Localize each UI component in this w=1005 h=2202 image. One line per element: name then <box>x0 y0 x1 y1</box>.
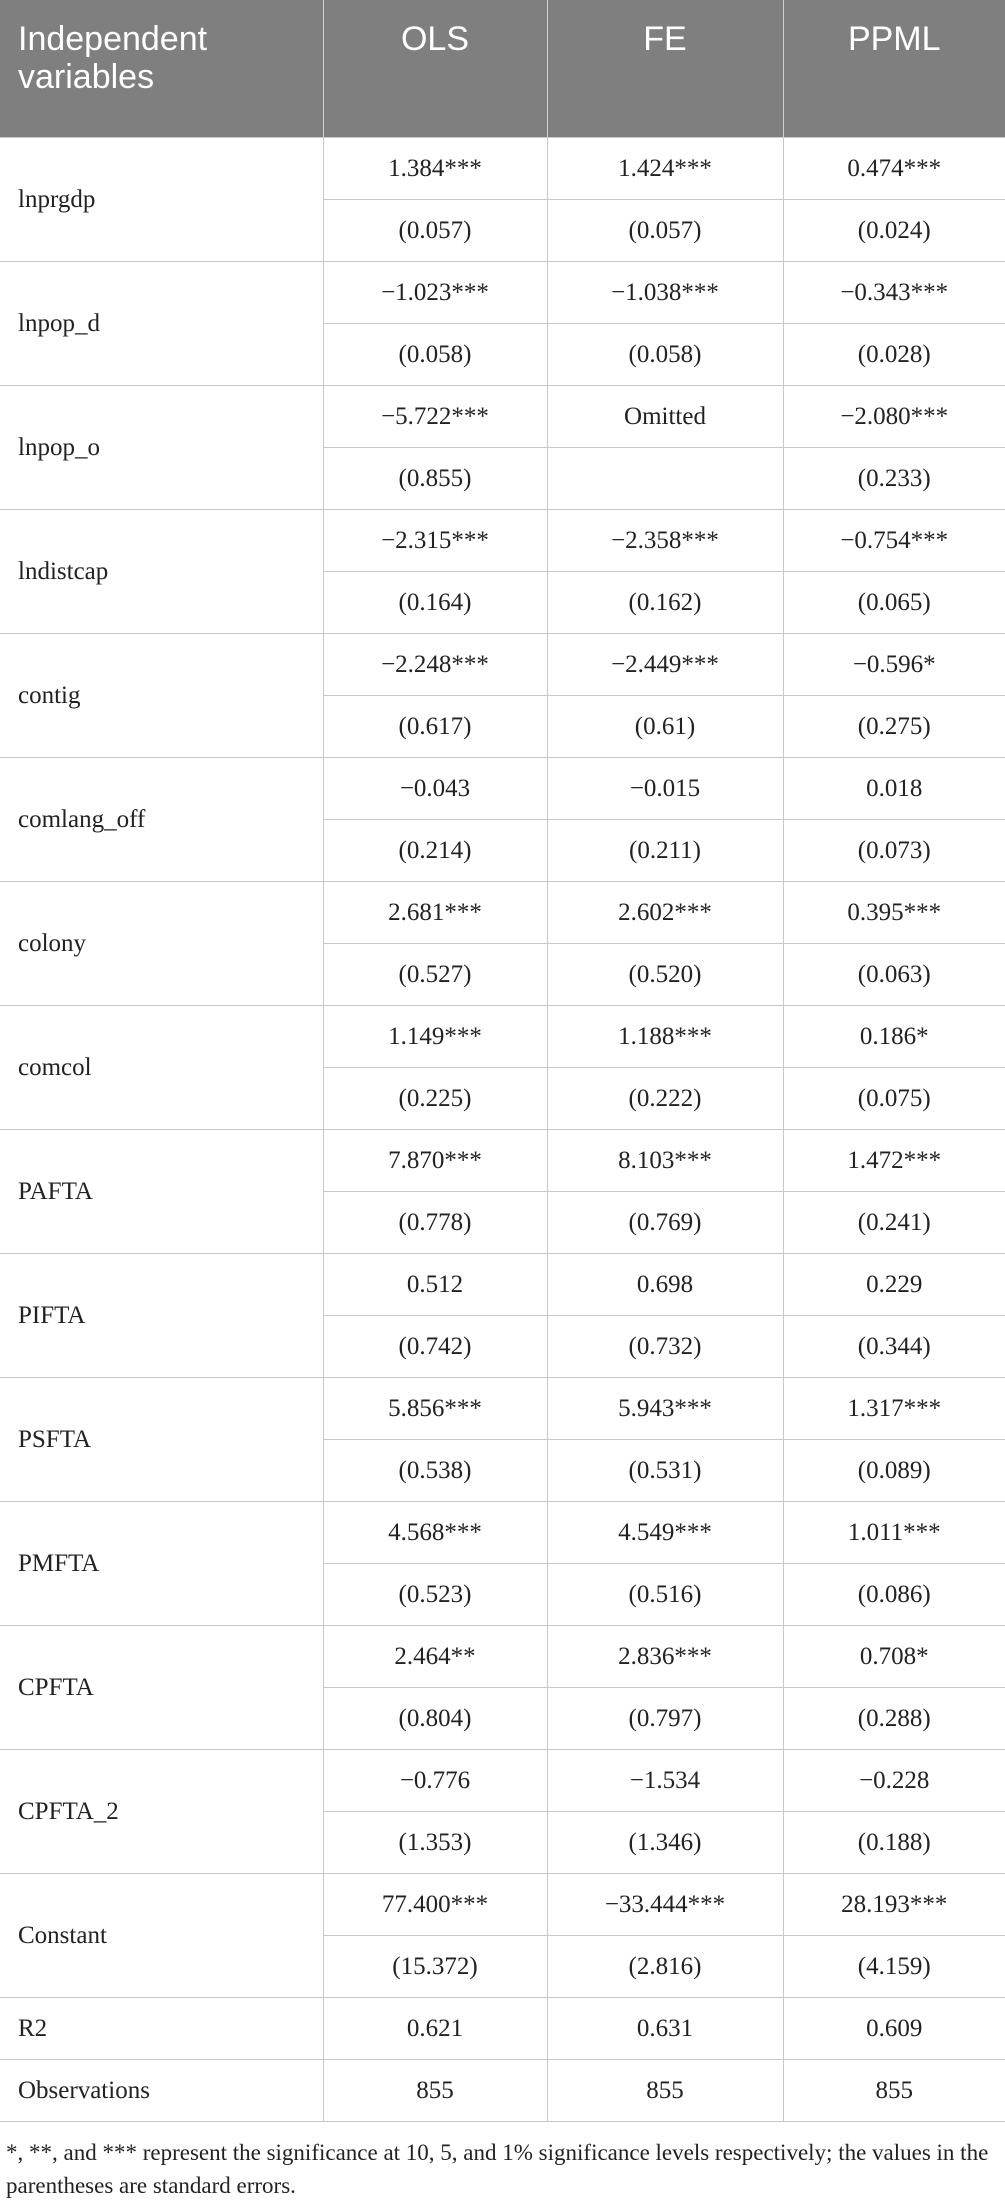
variable-name: Constant <box>0 1874 323 1998</box>
coefficient-cell: 1.188*** <box>547 1006 783 1068</box>
variable-name: PMFTA <box>0 1502 323 1626</box>
stat-name: R2 <box>0 1998 323 2060</box>
header-ols: OLS <box>323 0 547 138</box>
standard-error-cell: (0.028) <box>783 324 1005 386</box>
stat-value: 0.621 <box>323 1998 547 2060</box>
standard-error-cell: (0.531) <box>547 1440 783 1502</box>
coefficient-cell: 1.149*** <box>323 1006 547 1068</box>
coefficient-cell: 0.229 <box>783 1254 1005 1316</box>
standard-error-cell: (0.058) <box>323 324 547 386</box>
standard-error-cell: (0.057) <box>547 200 783 262</box>
coefficient-row <box>0 1378 1005 1440</box>
coefficient-row <box>0 1626 1005 1688</box>
standard-error-cell: (0.523) <box>323 1564 547 1626</box>
coefficient-cell: 1.472*** <box>783 1130 1005 1192</box>
coefficient-cell: −0.596* <box>783 634 1005 696</box>
variable-name: lnprgdp <box>0 138 323 262</box>
stat-value: 0.609 <box>783 1998 1005 2060</box>
coefficient-cell: 8.103*** <box>547 1130 783 1192</box>
standard-error-cell: (0.233) <box>783 448 1005 510</box>
stat-value: 0.631 <box>547 1998 783 2060</box>
coefficient-cell: 0.474*** <box>783 138 1005 200</box>
variable-name: lnpop_o <box>0 386 323 510</box>
coefficient-row <box>0 634 1005 696</box>
standard-error-cell: (0.086) <box>783 1564 1005 1626</box>
table-header <box>0 0 1005 138</box>
coefficient-row <box>0 510 1005 572</box>
coefficient-row <box>0 1006 1005 1068</box>
coefficient-cell: 28.193*** <box>783 1874 1005 1936</box>
standard-error-cell: (0.024) <box>783 200 1005 262</box>
standard-error-cell: (0.089) <box>783 1440 1005 1502</box>
table-body <box>0 138 1005 2122</box>
variable-name: comlang_off <box>0 758 323 882</box>
coefficient-cell: 5.856*** <box>323 1378 547 1440</box>
coefficient-cell: 4.568*** <box>323 1502 547 1564</box>
standard-error-cell: (0.162) <box>547 572 783 634</box>
standard-error-cell: (0.742) <box>323 1316 547 1378</box>
standard-error-cell: (4.159) <box>783 1936 1005 1998</box>
standard-error-cell: (0.073) <box>783 820 1005 882</box>
coefficient-cell: 2.681*** <box>323 882 547 944</box>
variable-name: PIFTA <box>0 1254 323 1378</box>
variable-name: CPFTA_2 <box>0 1750 323 1874</box>
standard-error-cell: (0.732) <box>547 1316 783 1378</box>
standard-error-cell: (0.225) <box>323 1068 547 1130</box>
coefficient-cell: 7.870*** <box>323 1130 547 1192</box>
coefficient-cell: 1.317*** <box>783 1378 1005 1440</box>
stat-row <box>0 2060 1005 2122</box>
standard-error-cell: (0.164) <box>323 572 547 634</box>
standard-error-cell: (1.353) <box>323 1812 547 1874</box>
coefficient-row <box>0 1750 1005 1812</box>
standard-error-cell: (0.288) <box>783 1688 1005 1750</box>
coefficient-cell: 0.395*** <box>783 882 1005 944</box>
stat-value: 855 <box>547 2060 783 2122</box>
stat-value: 855 <box>323 2060 547 2122</box>
stat-name: Observations <box>0 2060 323 2122</box>
standard-error-cell <box>547 448 783 510</box>
coefficient-cell: 1.424*** <box>547 138 783 200</box>
coefficient-cell: Omitted <box>547 386 783 448</box>
standard-error-cell: (0.075) <box>783 1068 1005 1130</box>
coefficient-cell: 0.512 <box>323 1254 547 1316</box>
coefficient-row <box>0 138 1005 200</box>
standard-error-cell: (15.372) <box>323 1936 547 1998</box>
standard-error-cell: (0.214) <box>323 820 547 882</box>
coefficient-cell: −0.043 <box>323 758 547 820</box>
coefficient-cell: −5.722*** <box>323 386 547 448</box>
standard-error-cell: (0.538) <box>323 1440 547 1502</box>
coefficient-cell: −0.776 <box>323 1750 547 1812</box>
standard-error-cell: (0.222) <box>547 1068 783 1130</box>
coefficient-cell: −2.358*** <box>547 510 783 572</box>
standard-error-cell: (0.516) <box>547 1564 783 1626</box>
coefficient-cell: −1.023*** <box>323 262 547 324</box>
coefficient-cell: −0.343*** <box>783 262 1005 324</box>
header-independent-variables: Independent variables <box>0 0 323 138</box>
coefficient-cell: 2.602*** <box>547 882 783 944</box>
stat-value: 855 <box>783 2060 1005 2122</box>
standard-error-cell: (0.065) <box>783 572 1005 634</box>
standard-error-cell: (0.344) <box>783 1316 1005 1378</box>
coefficient-cell: −33.444*** <box>547 1874 783 1936</box>
coefficient-cell: 1.384*** <box>323 138 547 200</box>
coefficient-row <box>0 262 1005 324</box>
coefficient-cell: −0.015 <box>547 758 783 820</box>
standard-error-cell: (0.61) <box>547 696 783 758</box>
standard-error-cell: (2.816) <box>547 1936 783 1998</box>
coefficient-row <box>0 1130 1005 1192</box>
standard-error-cell: (0.063) <box>783 944 1005 1006</box>
coefficient-row <box>0 882 1005 944</box>
standard-error-cell: (0.211) <box>547 820 783 882</box>
coefficient-row <box>0 386 1005 448</box>
standard-error-cell: (0.057) <box>323 200 547 262</box>
standard-error-cell: (0.778) <box>323 1192 547 1254</box>
coefficient-row <box>0 758 1005 820</box>
standard-error-cell: (0.275) <box>783 696 1005 758</box>
coefficient-cell: 0.018 <box>783 758 1005 820</box>
variable-name: lnpop_d <box>0 262 323 386</box>
coefficient-cell: −2.080*** <box>783 386 1005 448</box>
variable-name: contig <box>0 634 323 758</box>
coefficient-cell: −2.449*** <box>547 634 783 696</box>
coefficient-cell: 4.549*** <box>547 1502 783 1564</box>
coefficient-cell: −1.038*** <box>547 262 783 324</box>
variable-name: comcol <box>0 1006 323 1130</box>
coefficient-cell: 1.011*** <box>783 1502 1005 1564</box>
coefficient-cell: 0.186* <box>783 1006 1005 1068</box>
standard-error-cell: (0.855) <box>323 448 547 510</box>
standard-error-cell: (0.241) <box>783 1192 1005 1254</box>
variable-name: lndistcap <box>0 510 323 634</box>
standard-error-cell: (0.797) <box>547 1688 783 1750</box>
table-footnote: *, **, and *** represent the significance at 10, 5, and 1% significance levels respectively; the values in the parentheses are standard errors. <box>6 2140 989 2198</box>
coefficient-cell: −2.248*** <box>323 634 547 696</box>
standard-error-cell: (0.058) <box>547 324 783 386</box>
standard-error-cell: (1.346) <box>547 1812 783 1874</box>
variable-name: PAFTA <box>0 1130 323 1254</box>
coefficient-cell: −2.315*** <box>323 510 547 572</box>
standard-error-cell: (0.520) <box>547 944 783 1006</box>
coefficient-row <box>0 1874 1005 1936</box>
coefficient-row <box>0 1502 1005 1564</box>
header-ppml: PPML <box>783 0 1005 138</box>
variable-name: CPFTA <box>0 1626 323 1750</box>
standard-error-cell: (0.527) <box>323 944 547 1006</box>
standard-error-cell: (0.769) <box>547 1192 783 1254</box>
coefficient-cell: −0.754*** <box>783 510 1005 572</box>
coefficient-cell: 5.943*** <box>547 1378 783 1440</box>
coefficient-cell: 2.836*** <box>547 1626 783 1688</box>
coefficient-cell: 2.464** <box>323 1626 547 1688</box>
coefficient-cell: 77.400*** <box>323 1874 547 1936</box>
standard-error-cell: (0.617) <box>323 696 547 758</box>
header-fe: FE <box>547 0 783 138</box>
coefficient-cell: 0.698 <box>547 1254 783 1316</box>
coefficient-cell: −0.228 <box>783 1750 1005 1812</box>
coefficient-cell: 0.708* <box>783 1626 1005 1688</box>
variable-name: colony <box>0 882 323 1006</box>
stat-row <box>0 1998 1005 2060</box>
variable-name: PSFTA <box>0 1378 323 1502</box>
standard-error-cell: (0.188) <box>783 1812 1005 1874</box>
coefficient-row <box>0 1254 1005 1316</box>
standard-error-cell: (0.804) <box>323 1688 547 1750</box>
coefficient-cell: −1.534 <box>547 1750 783 1812</box>
